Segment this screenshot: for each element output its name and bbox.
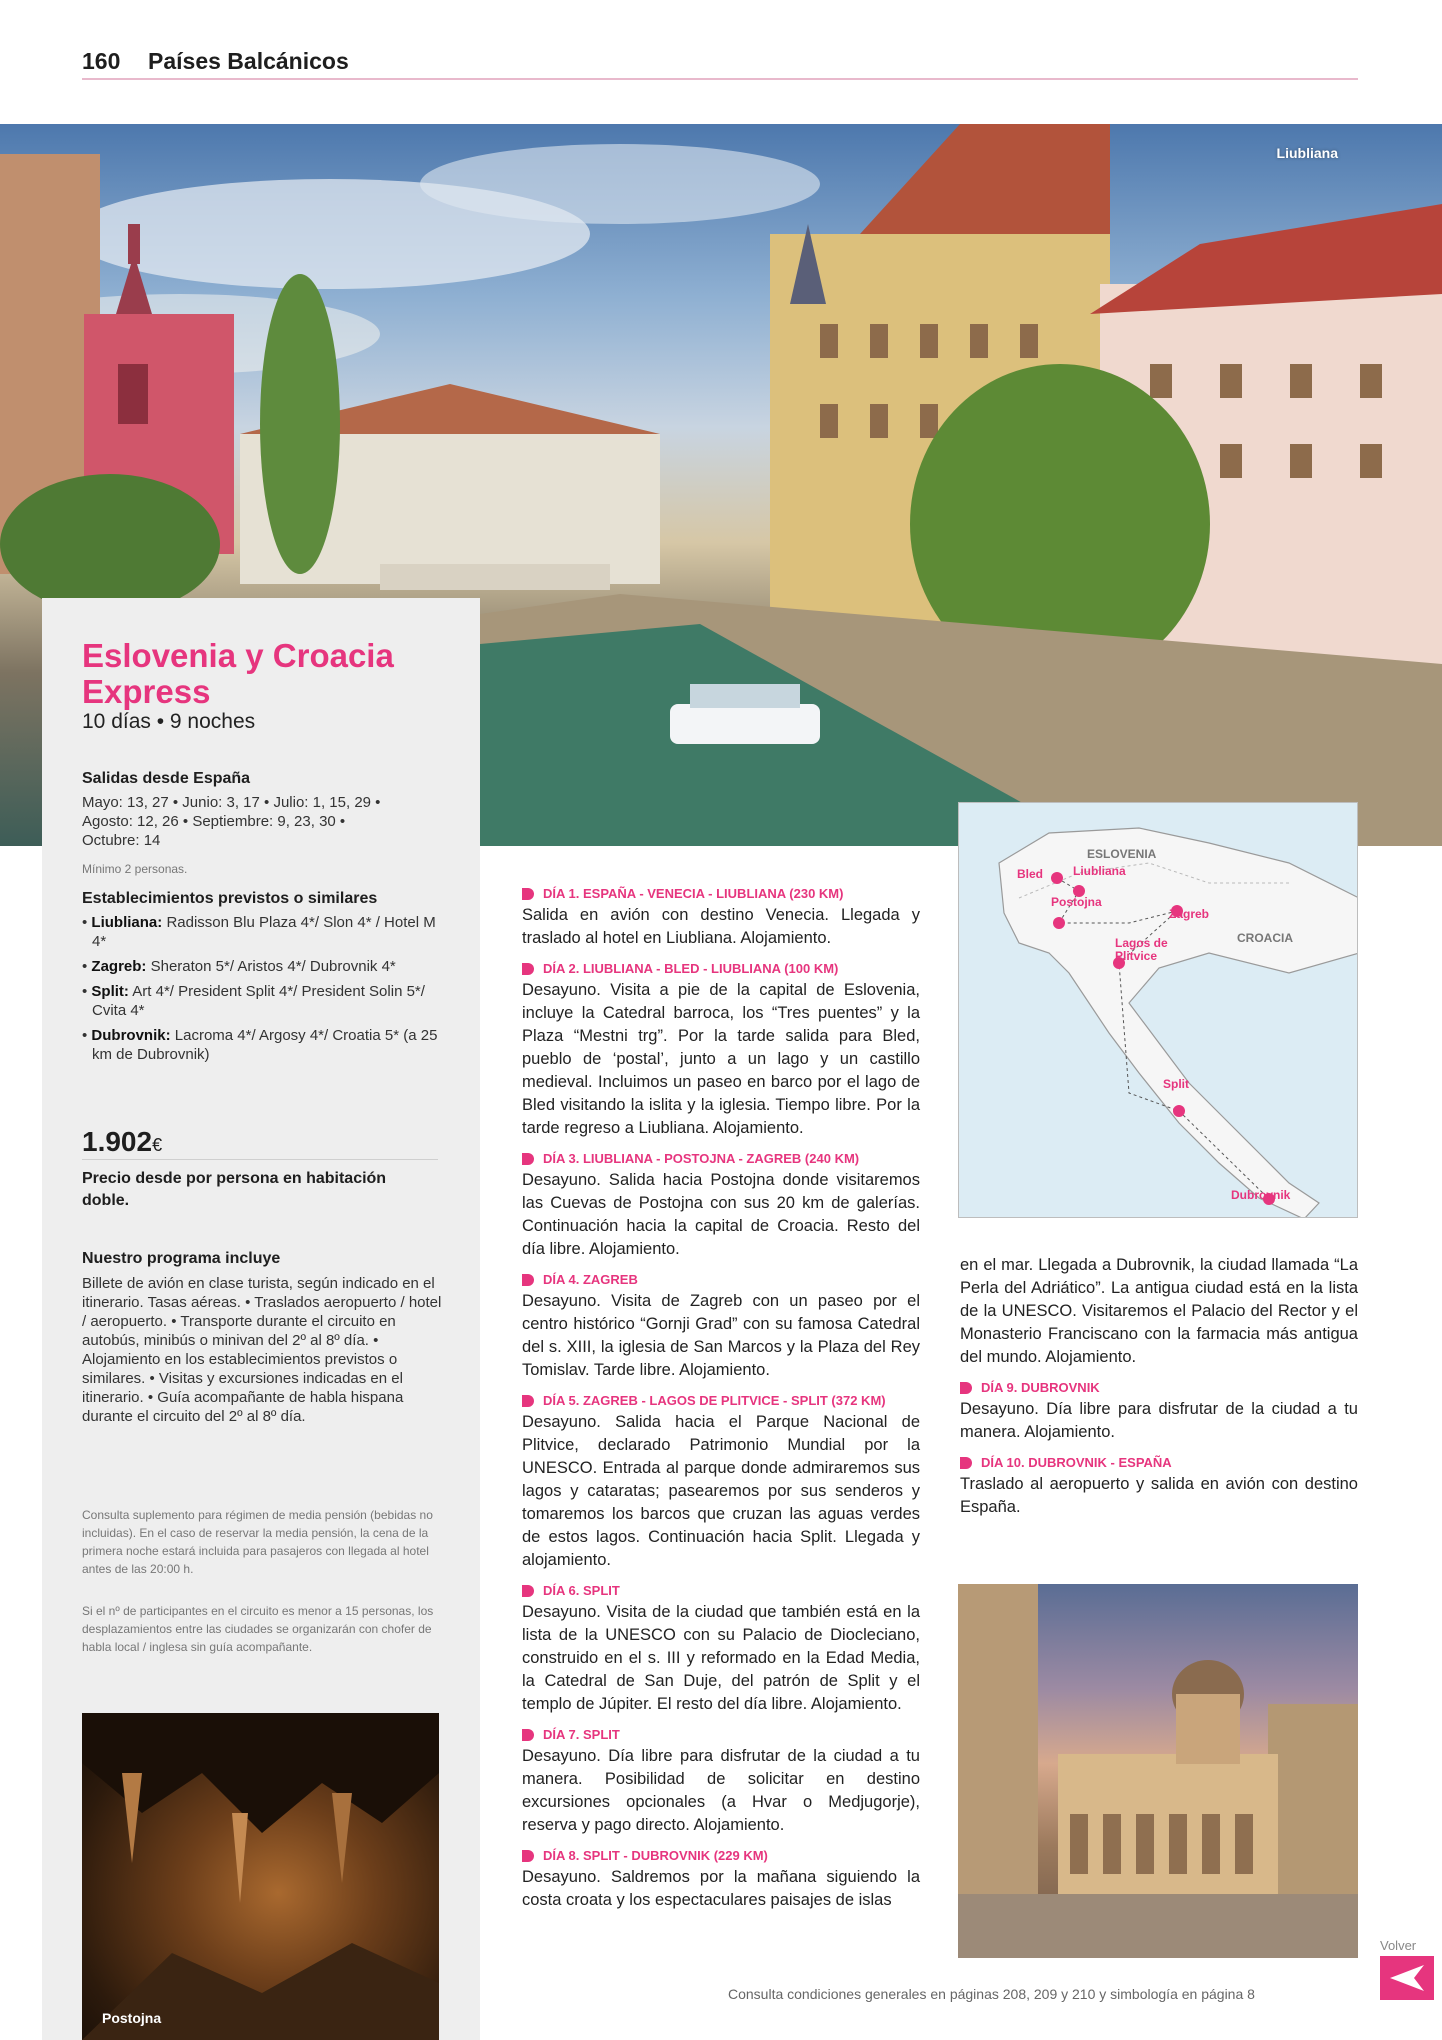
day-text: Desayuno. Saldremos por la mañana siguiendo la costa croata y los espectaculares paisajes de islas <box>522 1868 920 1909</box>
route-map <box>958 802 1358 1218</box>
day-text: Desayuno. Visita de la ciudad que también está en la lista de la UNESCO con su Palacio de Diocleciano, construido en el s. III y reformado en la Edad Media, la Catedral de San Duje, del patrón de Split y el templo de Júpiter. El resto del día libre. Alojamiento. <box>522 1603 920 1713</box>
pointer-icon <box>522 1274 534 1286</box>
hotel-item <box>82 957 444 976</box>
footer-conditions: Consulta condiciones generales en páginas 208, 209 y 210 y simbología en página 8 <box>728 1986 1255 2002</box>
hotel-names: Lacroma 4*/ Argosy 4*/ Croatia 5* (a 25 km de Dubrovnik) <box>92 1027 438 1063</box>
pointer-icon <box>522 1850 534 1862</box>
info-panel <box>42 598 480 2040</box>
tour-title: Eslovenia y Croacia Express <box>82 637 394 710</box>
itinerary-column-1 <box>522 885 920 1912</box>
day-heading: DÍA 10. DUBROVNIK - ESPAÑA <box>960 1454 1358 1471</box>
map-label: Postojna <box>1051 895 1102 909</box>
day-text: Desayuno. Salida hacia Postojna donde visitaremos las Cuevas de Postojna con sus 20 km de galerías. Continuación hacia la capital de Croacia. Resto del día libre. Alojamiento. <box>522 1171 920 1258</box>
day-heading: DÍA 4. ZAGREB <box>522 1271 920 1288</box>
cave-illustration <box>82 1713 439 2040</box>
map-label: Split <box>1163 1077 1189 1091</box>
hotel-item <box>82 913 444 951</box>
day-heading: DÍA 8. SPLIT - DUBROVNIK (229 KM) <box>522 1847 920 1864</box>
day-text: Traslado al aeropuerto y salida en avión con destino España. <box>960 1475 1358 1516</box>
hotels-heading: Establecimientos previstos o similares <box>82 890 378 907</box>
map-label: Liubliana <box>1073 864 1126 878</box>
pointer-icon <box>522 963 534 975</box>
map-illustration <box>959 803 1358 1218</box>
departures-text: Mayo: 13, 27 • Junio: 3, 17 • Julio: 1, 15, 29 • Agosto: 12, 26 • Septiembre: 9, 23, 30 • Octubre: 14 <box>82 794 381 849</box>
departures-heading: Salidas desde España <box>82 770 251 787</box>
hotel-city: Split: <box>91 983 129 1000</box>
day-heading: DÍA 9. DUBROVNIK <box>960 1379 1358 1396</box>
day-text: Desayuno. Día libre para disfrutar de la ciudad a tu manera. Posibilidad de solicitar en destino excursiones opcionales (a Hvar o Medjugorje), reserva y pago directo. Alojamiento. <box>522 1747 920 1834</box>
day-text: Desayuno. Visita a pie de la capital de Eslovenia, incluye la Catedral barroca, los “Tres puentes” y la Plaza “Mestni trg”. Por la tarde salida para Bled, pueblo de ‘postal’, junto a un lago y un castillo medieval. Incluimos un paseo en barco por el lago de Bled visitando la islita y la iglesia. Tiempo libre. Por la tarde regreso a Liubliana. Alojamiento. <box>522 981 920 1137</box>
note-participants: Si el nº de participantes en el circuito es menor a 15 personas, los desplazamientos entre las ciudades se organizarán con chofer de habla local / inglesa sin guía acompañante. <box>82 1604 434 1654</box>
hotel-names: Sheraton 5*/ Aristos 4*/ Dubrovnik 4* <box>150 958 396 975</box>
dubrovnik-illustration <box>958 1584 1358 1958</box>
section-title: Países Balcánicos <box>148 48 349 74</box>
hotel-city: Dubrovnik: <box>91 1027 171 1044</box>
day-heading: DÍA 6. SPLIT <box>522 1582 920 1599</box>
pointer-icon <box>522 1729 534 1741</box>
back-arrow-icon <box>1390 1965 1424 1991</box>
day-heading: DÍA 1. ESPAÑA - VENECIA - LIUBLIANA (230 KM) <box>522 885 920 902</box>
back-button[interactable] <box>1380 1956 1434 2000</box>
hotels-list <box>82 913 444 1070</box>
map-label: ESLOVENIA <box>1087 847 1157 861</box>
day-heading: DÍA 3. LIUBLIANA - POSTOJNA - ZAGREB (240 KM) <box>522 1150 920 1167</box>
map-label: Dubrovnik <box>1231 1188 1291 1202</box>
pointer-icon <box>522 1153 534 1165</box>
day-text: en el mar. Llegada a Dubrovnik, la ciudad llamada “La Perla del Adriático”. La antigua ciudad está en la lista de la UNESCO. Visitaremos el Palacio del Rector y el Monasterio Franciscano con la farmacia más antigua del mundo. Alojamiento. <box>960 1256 1358 1366</box>
pointer-icon <box>522 1585 534 1597</box>
hotel-names: Radisson Blu Plaza 4*/ Slon 4* / Hotel M 4* <box>92 914 436 950</box>
day-heading: DÍA 5. ZAGREB - LAGOS DE PLITVICE - SPLIT (372 KM) <box>522 1392 920 1409</box>
price-value: 1.902 <box>82 1126 153 1157</box>
hotel-city: Liubliana: <box>91 914 163 931</box>
day-text: Desayuno. Salida hacia el Parque Nacional de Plitvice, declarado Patrimonio Mundial por la UNESCO. Entrada al parque donde admiraremos sus lagos y cataratas; pasearemos por sus senderos y tomaremos los barcos que cruzan las aguas verdes de estos lagos. Continuación hacia Split. Llegada y alojamiento. <box>522 1413 920 1569</box>
postojna-photo <box>82 1713 439 2040</box>
hotel-city: Zagreb: <box>91 958 147 975</box>
pointer-icon <box>522 1395 534 1407</box>
pointer-icon <box>522 888 534 900</box>
pointer-icon <box>960 1457 972 1469</box>
price <box>82 1126 438 1160</box>
map-label: Bled <box>1017 867 1044 881</box>
itinerary-column-2 <box>960 1254 1358 1519</box>
pointer-icon <box>960 1382 972 1394</box>
day-heading: DÍA 7. SPLIT <box>522 1726 920 1743</box>
day-text: Salida en avión con destino Venecia. Llegada y traslado al hotel en Liubliana. Alojamiento. <box>522 906 920 947</box>
hotel-item <box>82 982 444 1020</box>
hotel-item <box>82 1026 444 1064</box>
page-number: 160 <box>82 48 121 74</box>
photo-caption: Postojna <box>102 2010 162 2026</box>
day-text: Desayuno. Día libre para disfrutar de la ciudad a tu manera. Alojamiento. <box>960 1400 1358 1441</box>
price-currency: € <box>152 1135 163 1155</box>
page-header <box>82 46 1358 80</box>
map-label: Lagos de Plitvice <box>1115 936 1168 963</box>
day-heading: DÍA 2. LIUBLIANA - BLED - LIUBLIANA (100 KM) <box>522 960 920 977</box>
dubrovnik-photo <box>958 1584 1358 1958</box>
hotel-names: Art 4*/ President Split 4*/ President Solin 5*/ Cvita 4* <box>92 983 425 1019</box>
map-label: CROACIA <box>1237 931 1293 945</box>
back-label[interactable]: Volver <box>1380 1938 1417 1953</box>
note-half-board: Consulta suplemento para régimen de media pensión (bebidas no incluidas). En el caso de reservar la media pensión, la cena de la primera noche estará incluida para pasajeros con llegada al hotel antes de las 20:00 h. <box>82 1508 433 1576</box>
price-note: Precio desde por persona en habitación doble. <box>82 1170 387 1209</box>
includes-heading: Nuestro programa incluye <box>82 1250 281 1267</box>
includes-text: Billete de avión en clase turista, según indicado en el itinerario. Tasas aéreas. • Traslados aeropuerto / hotel / aeropuerto. • Transporte durante el circuito en autobús, minibús o minivan del 2º al 8º día. • Alojamiento en los establecimientos previstos o similares. • Visitas y excursiones indicadas en el itinerario. • Guía acompañante de habla hispana durante el circuito del 2º al 8º día. <box>82 1275 442 1425</box>
tour-duration: 10 días • 9 noches <box>82 710 256 733</box>
map-label: Zagreb <box>1169 907 1210 921</box>
min-persons: Mínimo 2 personas. <box>82 862 188 876</box>
hero-label: Liubliana <box>1276 145 1338 161</box>
day-text: Desayuno. Visita de Zagreb con un paseo por el centro histórico “Gornji Grad” con su famosa Catedral del s. XIII, la iglesia de San Marcos y la Plaza del Rey Tomislav. Tarde libre. Alojamiento. <box>522 1292 920 1379</box>
